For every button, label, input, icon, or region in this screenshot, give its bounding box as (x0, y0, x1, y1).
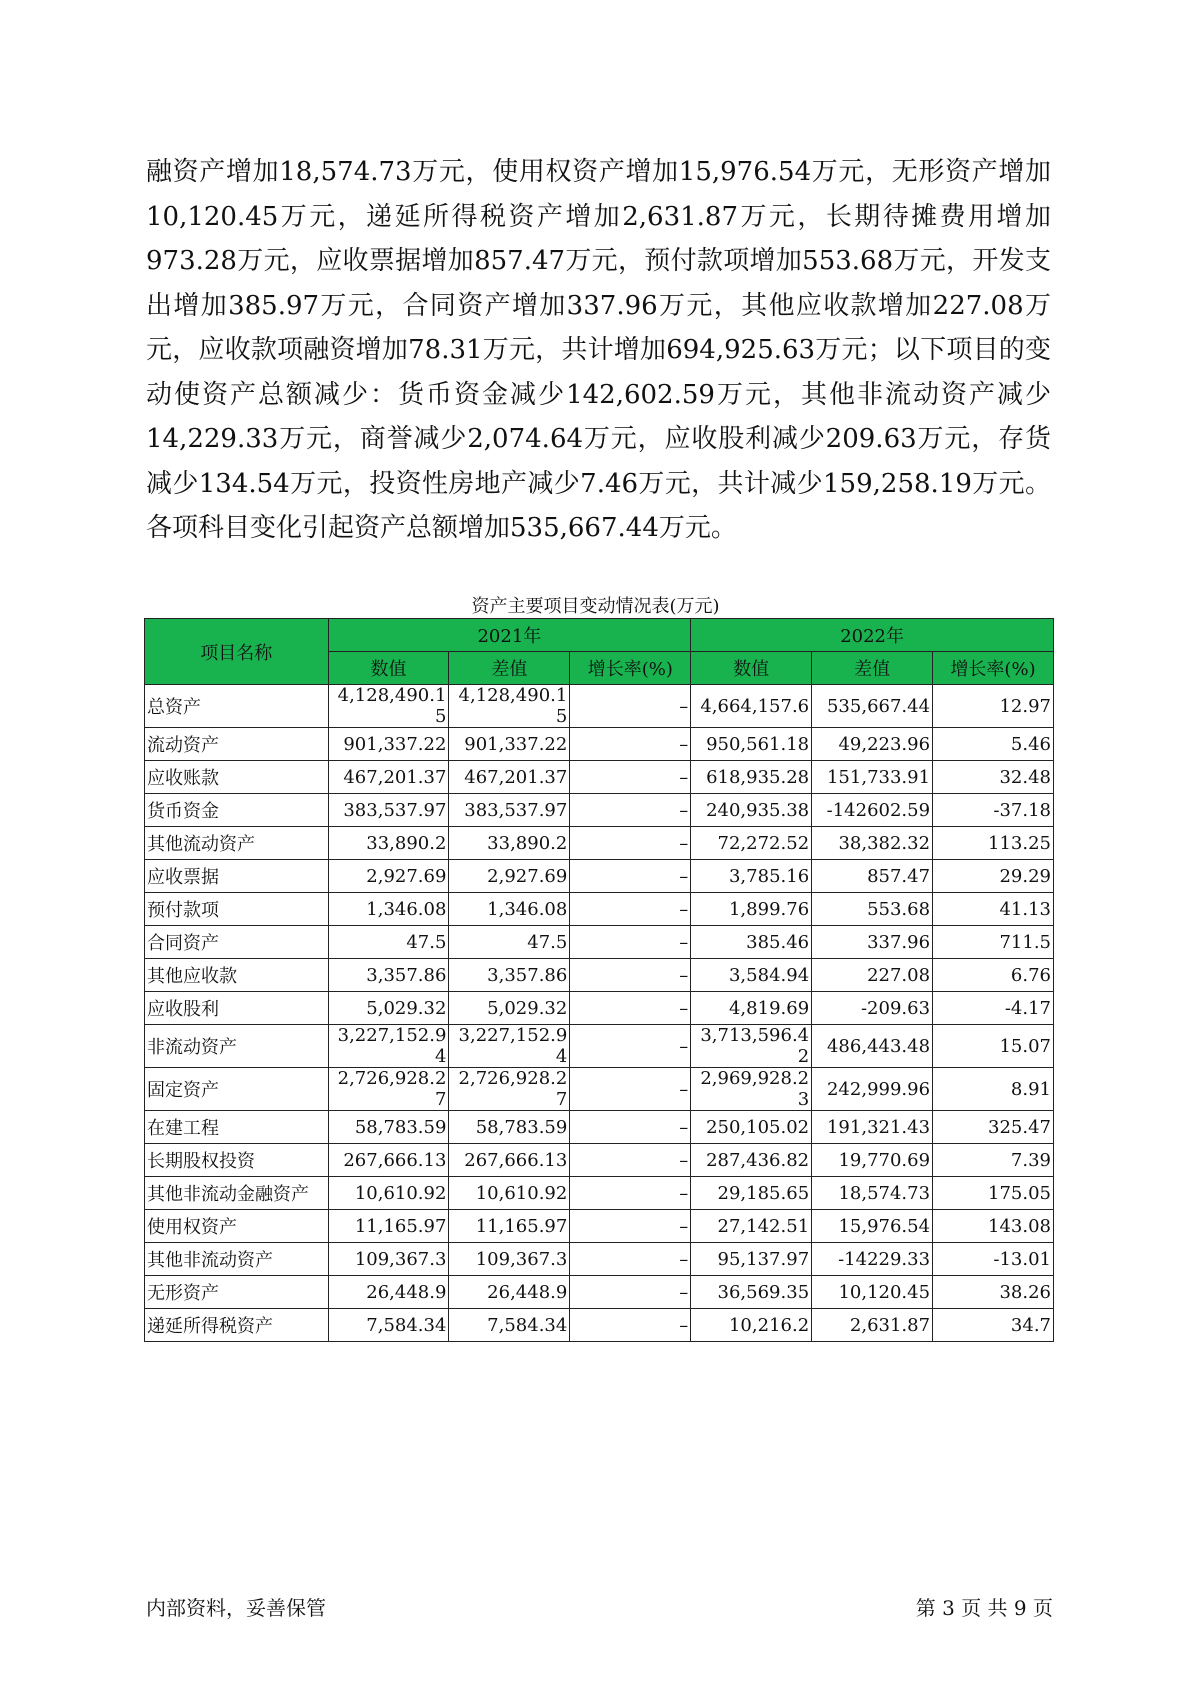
row-diff-2021: 7,584.34 (449, 1309, 570, 1342)
row-value-2021: 47.5 (328, 926, 449, 959)
table-row (145, 926, 1054, 959)
row-rate-2022: 7.39 (933, 1144, 1054, 1177)
row-rate-2022: 34.7 (933, 1309, 1054, 1342)
row-diff-2021: 3,227,152.94 (449, 1025, 570, 1068)
row-value-2021: 2,726,928.27 (328, 1068, 449, 1111)
row-diff-2022: 38,382.32 (812, 827, 933, 860)
row-item-name: 在建工程 (145, 1111, 329, 1144)
row-value-2022: 287,436.82 (691, 1144, 812, 1177)
row-item-name: 预付款项 (145, 893, 329, 926)
row-value-2022: 950,561.18 (691, 728, 812, 761)
row-item-name: 递延所得税资产 (145, 1309, 329, 1342)
table-row (145, 794, 1054, 827)
row-diff-2021: 33,890.2 (449, 827, 570, 860)
row-diff-2022: 553.68 (812, 893, 933, 926)
row-rate-2021: – (570, 860, 691, 893)
row-diff-2021: 10,610.92 (449, 1177, 570, 1210)
header-rate-2021: 增长率(%) (570, 652, 691, 685)
table-body (145, 685, 1054, 1342)
row-value-2021: 3,357.86 (328, 959, 449, 992)
table-row (145, 1068, 1054, 1111)
row-item-name: 长期股权投资 (145, 1144, 329, 1177)
table-row (145, 1210, 1054, 1243)
row-diff-2022: 49,223.96 (812, 728, 933, 761)
row-value-2022: 240,935.38 (691, 794, 812, 827)
row-diff-2021: 3,357.86 (449, 959, 570, 992)
row-rate-2022: 8.91 (933, 1068, 1054, 1111)
row-diff-2021: 47.5 (449, 926, 570, 959)
row-value-2022: 72,272.52 (691, 827, 812, 860)
row-item-name: 使用权资产 (145, 1210, 329, 1243)
table-row (145, 685, 1054, 728)
row-diff-2022: 10,120.45 (812, 1276, 933, 1309)
header-year-2022: 2022年 (691, 619, 1054, 652)
row-value-2021: 901,337.22 (328, 728, 449, 761)
row-rate-2022: 143.08 (933, 1210, 1054, 1243)
row-rate-2022: 5.46 (933, 728, 1054, 761)
row-rate-2021: – (570, 926, 691, 959)
row-item-name: 总资产 (145, 685, 329, 728)
row-rate-2022: 38.26 (933, 1276, 1054, 1309)
row-diff-2021: 2,927.69 (449, 860, 570, 893)
table-row (145, 1276, 1054, 1309)
table-row (145, 761, 1054, 794)
row-value-2021: 10,610.92 (328, 1177, 449, 1210)
row-rate-2021: – (570, 1276, 691, 1309)
row-item-name: 其他流动资产 (145, 827, 329, 860)
row-value-2022: 2,969,928.23 (691, 1068, 812, 1111)
row-value-2022: 27,142.51 (691, 1210, 812, 1243)
row-value-2021: 58,783.59 (328, 1111, 449, 1144)
row-rate-2022: -37.18 (933, 794, 1054, 827)
row-value-2022: 95,137.97 (691, 1243, 812, 1276)
row-rate-2021: – (570, 1068, 691, 1111)
row-rate-2021: – (570, 1025, 691, 1068)
row-item-name: 应收账款 (145, 761, 329, 794)
row-diff-2021: 58,783.59 (449, 1111, 570, 1144)
row-rate-2022: 113.25 (933, 827, 1054, 860)
row-value-2022: 4,664,157.6 (691, 685, 812, 728)
table-row (145, 1025, 1054, 1068)
row-diff-2021: 2,726,928.27 (449, 1068, 570, 1111)
row-value-2022: 1,899.76 (691, 893, 812, 926)
row-rate-2021: – (570, 794, 691, 827)
row-diff-2022: 15,976.54 (812, 1210, 933, 1243)
row-value-2021: 3,227,152.94 (328, 1025, 449, 1068)
row-rate-2022: 32.48 (933, 761, 1054, 794)
row-value-2021: 383,537.97 (328, 794, 449, 827)
row-diff-2021: 26,448.9 (449, 1276, 570, 1309)
row-diff-2021: 1,346.08 (449, 893, 570, 926)
row-item-name: 流动资产 (145, 728, 329, 761)
row-diff-2021: 267,666.13 (449, 1144, 570, 1177)
row-item-name: 应收票据 (145, 860, 329, 893)
row-rate-2022: 12.97 (933, 685, 1054, 728)
row-item-name: 合同资产 (145, 926, 329, 959)
table-row (145, 1243, 1054, 1276)
row-rate-2022: 29.29 (933, 860, 1054, 893)
table-row (145, 992, 1054, 1025)
row-diff-2021: 901,337.22 (449, 728, 570, 761)
row-value-2021: 2,927.69 (328, 860, 449, 893)
table-row (145, 959, 1054, 992)
row-diff-2022: 857.47 (812, 860, 933, 893)
row-rate-2021: – (570, 827, 691, 860)
row-value-2021: 26,448.9 (328, 1276, 449, 1309)
row-value-2021: 1,346.08 (328, 893, 449, 926)
row-value-2021: 5,029.32 (328, 992, 449, 1025)
row-diff-2022: -209.63 (812, 992, 933, 1025)
row-item-name: 无形资产 (145, 1276, 329, 1309)
row-rate-2022: 325.47 (933, 1111, 1054, 1144)
row-rate-2022: -13.01 (933, 1243, 1054, 1276)
row-item-name: 货币资金 (145, 794, 329, 827)
row-value-2022: 29,185.65 (691, 1177, 812, 1210)
asset-change-table (144, 618, 1054, 1342)
row-rate-2021: – (570, 1309, 691, 1342)
row-value-2021: 7,584.34 (328, 1309, 449, 1342)
row-rate-2021: – (570, 893, 691, 926)
row-diff-2022: 535,667.44 (812, 685, 933, 728)
row-rate-2021: – (570, 728, 691, 761)
row-diff-2021: 5,029.32 (449, 992, 570, 1025)
footer-confidential-note: 内部资料，妥善保管 (146, 1596, 326, 1620)
row-diff-2022: 242,999.96 (812, 1068, 933, 1111)
row-rate-2022: 41.13 (933, 893, 1054, 926)
table-row (145, 1144, 1054, 1177)
row-value-2021: 4,128,490.15 (328, 685, 449, 728)
row-value-2022: 3,785.16 (691, 860, 812, 893)
row-value-2021: 267,666.13 (328, 1144, 449, 1177)
row-rate-2021: – (570, 1210, 691, 1243)
row-value-2021: 467,201.37 (328, 761, 449, 794)
row-rate-2021: – (570, 1177, 691, 1210)
header-value-2021: 数值 (328, 652, 449, 685)
header-year-2021: 2021年 (328, 619, 691, 652)
row-value-2022: 618,935.28 (691, 761, 812, 794)
table-row (145, 827, 1054, 860)
row-diff-2022: 191,321.43 (812, 1111, 933, 1144)
table-caption: 资产主要项目变动情况表(万元) (471, 596, 720, 617)
body-paragraph: 融资产增加18,574.73万元，使用权资产增加15,976.54万元，无形资产增加10,120.45万元，递延所得税资产增加2,631.87万元，长期待摊费用增加973.28万元，应收票据增加857.47万元，预付款项增加553.68万元，开发支出增加385.97万元，合同资产增加337.96万元，其他应收款增加227.08万元，应收款项融资增加78.31万元，共计增加694,925.63万元；以下项目的变动使资产总额减少：货币资金减少142,602.59万元，其他非流动资产减少14,229.33万元，商誉减少2,074.64万元，应收股利减少209.63万元，存货减少134.54万元，投资性房地产减少7.46万元，共计减少159,258.19万元。各项科目变化引起资产总额增加535,667.44万元。 (146, 157, 1051, 543)
row-diff-2022: 486,443.48 (812, 1025, 933, 1068)
row-rate-2021: – (570, 761, 691, 794)
row-rate-2021: – (570, 1111, 691, 1144)
table-row (145, 728, 1054, 761)
row-value-2022: 3,584.94 (691, 959, 812, 992)
row-rate-2022: 175.05 (933, 1177, 1054, 1210)
header-item-name: 项目名称 (145, 619, 329, 685)
row-value-2022: 385.46 (691, 926, 812, 959)
row-value-2022: 10,216.2 (691, 1309, 812, 1342)
row-item-name: 固定资产 (145, 1068, 329, 1111)
row-rate-2021: – (570, 992, 691, 1025)
table-row (145, 893, 1054, 926)
footer-page-number: 第 3 页 共 9 页 (915, 1596, 1053, 1620)
row-diff-2021: 4,128,490.15 (449, 685, 570, 728)
header-rate-2022: 增长率(%) (933, 652, 1054, 685)
row-diff-2021: 467,201.37 (449, 761, 570, 794)
table-row (145, 1309, 1054, 1342)
row-item-name: 其他非流动金融资产 (145, 1177, 329, 1210)
row-rate-2022: 711.5 (933, 926, 1054, 959)
row-value-2021: 109,367.3 (328, 1243, 449, 1276)
row-rate-2021: – (570, 959, 691, 992)
row-diff-2022: 18,574.73 (812, 1177, 933, 1210)
row-value-2022: 4,819.69 (691, 992, 812, 1025)
row-item-name: 非流动资产 (145, 1025, 329, 1068)
row-value-2022: 36,569.35 (691, 1276, 812, 1309)
row-value-2021: 33,890.2 (328, 827, 449, 860)
header-diff-2022: 差值 (812, 652, 933, 685)
row-diff-2022: 19,770.69 (812, 1144, 933, 1177)
row-diff-2022: 337.96 (812, 926, 933, 959)
row-item-name: 应收股利 (145, 992, 329, 1025)
header-value-2022: 数值 (691, 652, 812, 685)
row-diff-2022: -14229.33 (812, 1243, 933, 1276)
row-value-2022: 3,713,596.42 (691, 1025, 812, 1068)
row-item-name: 其他非流动资产 (145, 1243, 329, 1276)
table-row (145, 1177, 1054, 1210)
row-rate-2022: 15.07 (933, 1025, 1054, 1068)
table-row (145, 860, 1054, 893)
row-diff-2022: 151,733.91 (812, 761, 933, 794)
table-row (145, 1111, 1054, 1144)
row-diff-2022: 2,631.87 (812, 1309, 933, 1342)
row-rate-2022: -4.17 (933, 992, 1054, 1025)
row-value-2021: 11,165.97 (328, 1210, 449, 1243)
row-diff-2021: 383,537.97 (449, 794, 570, 827)
row-item-name: 其他应收款 (145, 959, 329, 992)
row-diff-2022: -142602.59 (812, 794, 933, 827)
row-rate-2022: 6.76 (933, 959, 1054, 992)
header-diff-2021: 差值 (449, 652, 570, 685)
row-rate-2021: – (570, 1144, 691, 1177)
row-diff-2021: 11,165.97 (449, 1210, 570, 1243)
row-rate-2021: – (570, 685, 691, 728)
row-diff-2022: 227.08 (812, 959, 933, 992)
row-diff-2021: 109,367.3 (449, 1243, 570, 1276)
row-value-2022: 250,105.02 (691, 1111, 812, 1144)
row-rate-2021: – (570, 1243, 691, 1276)
